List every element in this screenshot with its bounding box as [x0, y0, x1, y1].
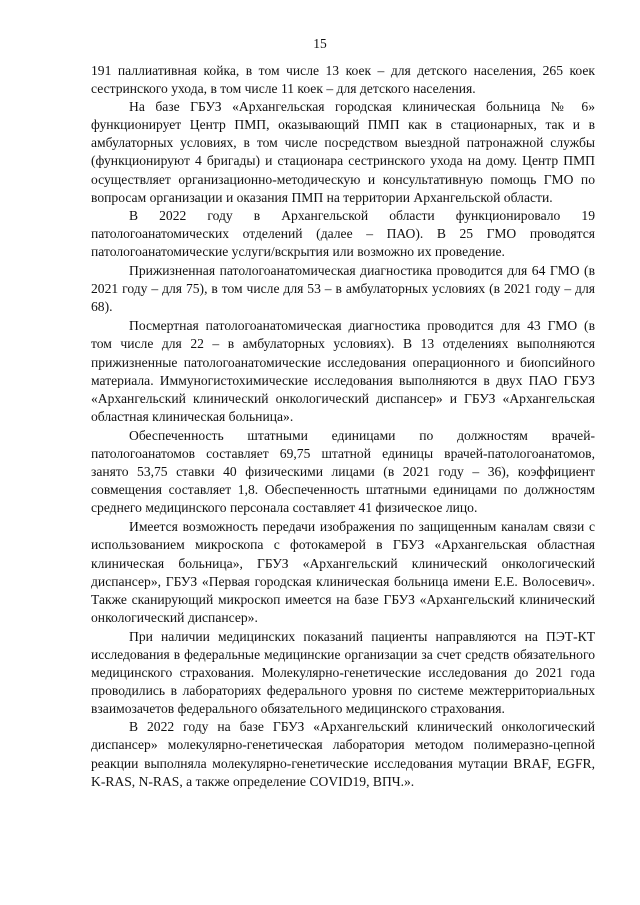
body-text — [91, 62, 595, 791]
paragraph-pathology-departments: В 2022 году в Архангельской области функционировало 19 патологоанатомических отделений (далее – ПАО). В 25 ГМО проводятся патологоанатомические услуги/вскрытия или возможно их проведение. — [91, 207, 595, 259]
paragraph-palliative-beds: 191 паллиативная койка, в том числе 13 коек – для детского населения, 265 коек сестринского ухода, в том числе 11 коек – для детского населения. — [91, 63, 595, 97]
paragraph-molecular-lab: В 2022 году на базе ГБУЗ «Архангельский клинический онкологический диспансер» молекулярно-генетическая лаборатория методом полимеразно-цепной реакции выполняла молекулярно-генетические исследования мутации BRAF, EGFR, K-RAS, N-RAS, а также определение COVID19, ВПЧ.». — [91, 719, 595, 789]
paragraph-pet-ct: При наличии медицинских показаний пациенты направляются на ПЭТ-КТ исследования в федеральные медицинские организации за счет средств обязательного медицинского страхования. Молекулярно-генетические исследования до 2021 года проводились в лабораториях федерального уровня по системе межтерриториальных взаимозачетов федерального обязательного медицинского страхования. — [91, 628, 595, 717]
paragraph-postmortem-diagnostics: Посмертная патологоанатомическая диагностика проводится для 43 ГМО (в том числе для 22 – в амбулаторных условиях). В 13 отделениях выполняются прижизненные патологоанатомические исследования операционного и биопсийного материала. Иммуногистохимические исследования выполняются в двух ПАО ГБУЗ «Архангельский клинический онкологический диспансер» и ГБУЗ «Архангельская областная клиническая больница». — [91, 318, 595, 424]
page-number: 15 — [313, 36, 327, 51]
paragraph-image-transfer: Имеется возможность передачи изображения по защищенным каналам связи с использованием микроскопа с фотокамерой в ГБУЗ «Архангельская областная клиническая больница», ГБУЗ «Архангельский клинический онкологический диспансер», ГБУЗ «Первая городская клиническая больница имени Е.Е. Волосевич». Также сканирующий микроскоп имеется на базе ГБУЗ «Архангельский клинический онкологический диспансер». — [91, 519, 595, 625]
paragraph-pmp-center: На базе ГБУЗ «Архангельская городская клиническая больница № 6» функционирует Центр ПМП, оказывающий ПМП как в стационарных, так и в амбулаторных условиях, в том числе посредством выездной патронажной службы (функционируют 4 бригады) и стационара сестринского ухода на дому. Центр ПМП осуществляет организационно-методическую и консультативную помощь ГМО по вопросам организации и оказания ПМП на территории Архангельской области. — [91, 99, 595, 205]
paragraph-lifetime-diagnostics: Прижизненная патологоанатомическая диагностика проводится для 64 ГМО (в 2021 году – для 75), в том числе для 53 – в амбулаторных условиях (в 2021 году – для 68). — [91, 263, 595, 315]
paragraph-staffing: Обеспеченность штатными единицами по должностям врачей-патологоанатомов составляет 69,75 штатной единицы врачей-патологоанатомов, занято 53,75 ставки 40 физическими лицами (в 2021 году – 36), коэффициент совмещения составляет 1,8. Обеспеченность штатными единицами по должностям среднего медицинского персонала составляет 41 физическое лицо. — [91, 427, 595, 516]
